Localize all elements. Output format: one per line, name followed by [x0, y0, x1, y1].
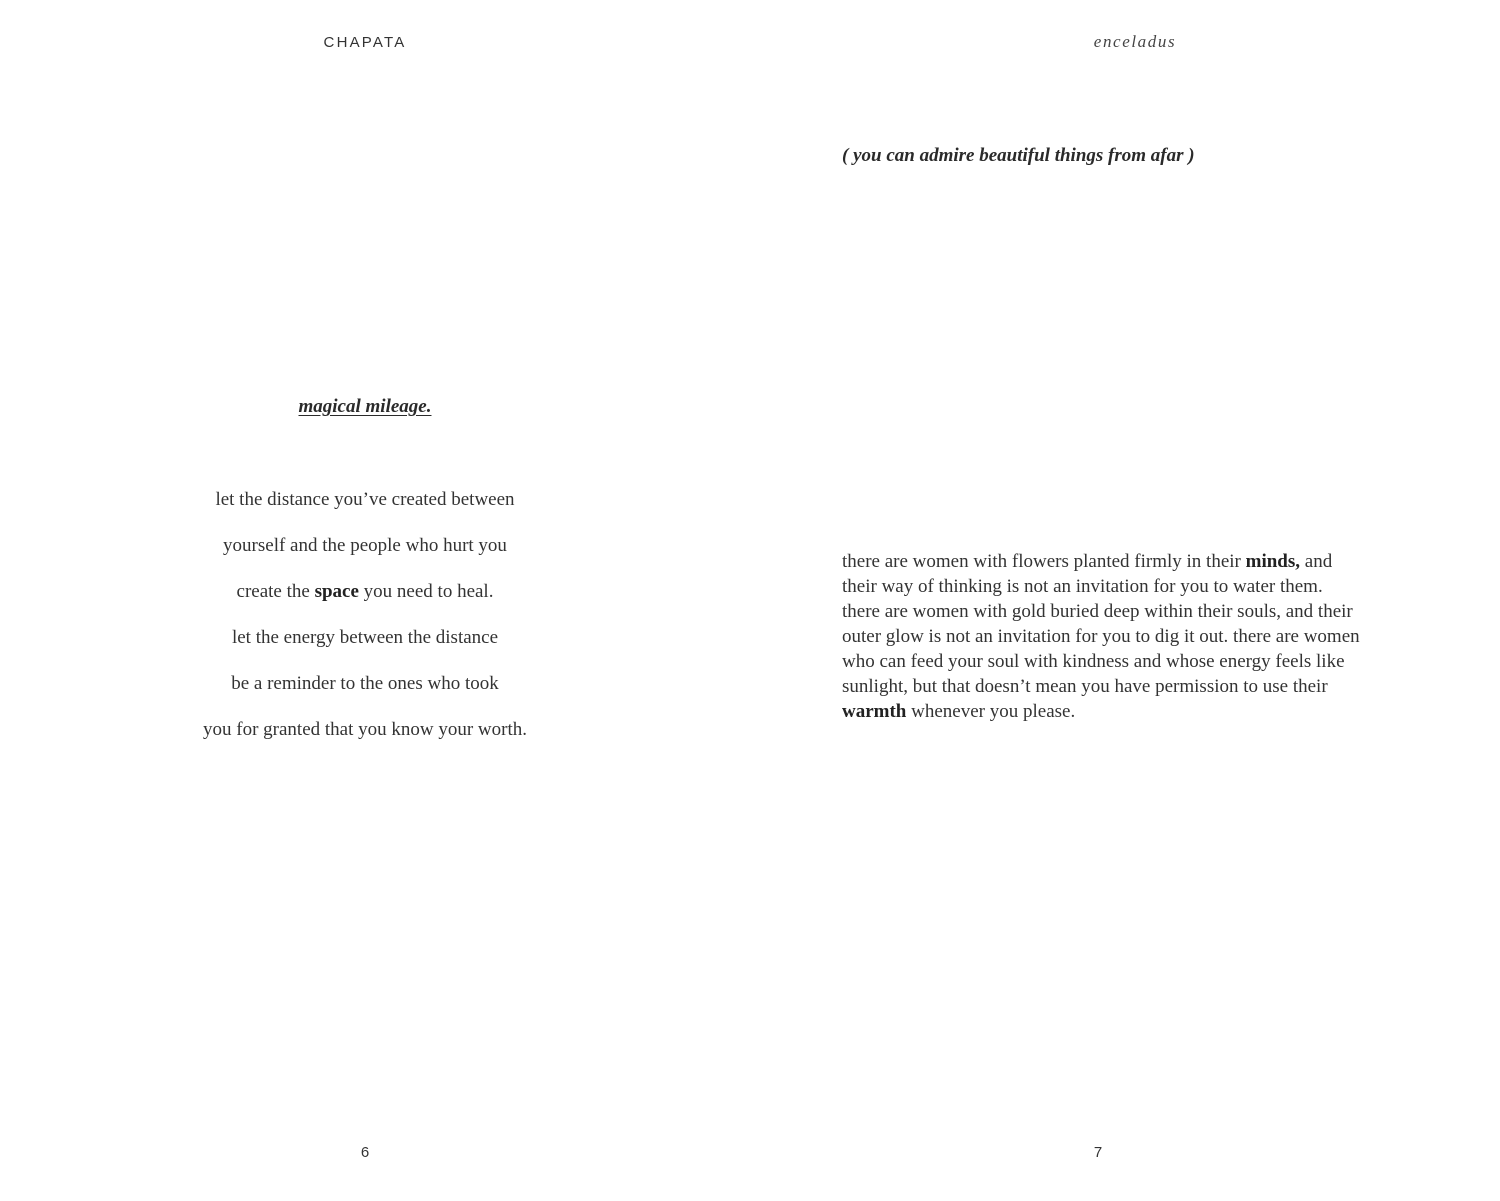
poem-title: magical mileage. [298, 396, 432, 417]
prose-text: whenever you please. [906, 701, 1076, 722]
poem-line [0, 578, 730, 624]
prose-body [842, 549, 1442, 724]
poem-line: you for granted that you know your worth. [203, 719, 527, 740]
prose-line: who can feed your soul with kindness and whose energy feels like [842, 651, 1345, 672]
poem-line: yourself and the people who hurt you [223, 535, 507, 556]
left-page [0, 0, 730, 1201]
prose-line [842, 699, 1442, 724]
prose-line [842, 549, 1442, 574]
prose-text: there are women with flowers planted firmly in their [842, 551, 1246, 572]
prose-emphasis-word: minds, [1245, 551, 1301, 572]
poem-emphasis-word: space [314, 581, 359, 602]
running-head-author: CHAPATA [323, 34, 407, 51]
prose-line: sunlight, but that doesn’t mean you have permission to use their [842, 676, 1328, 697]
prose-line: their way of thinking is not an invitation for you to water them. [842, 576, 1323, 597]
prose-text: and [1300, 551, 1333, 572]
page-number-left: 6 [360, 1144, 370, 1161]
poem-line-text: create the [236, 581, 315, 602]
prose-title: ( you can admire beautiful things from afar ) [842, 145, 1195, 166]
poem-body [0, 486, 730, 762]
page-number-right: 7 [1093, 1144, 1103, 1161]
running-head-book-title: enceladus [1093, 32, 1177, 51]
right-page [770, 0, 1500, 1201]
prose-emphasis-word: warmth [842, 701, 907, 722]
poem-line: let the distance you’ve created between [215, 489, 515, 510]
poem-line: let the energy between the distance [231, 627, 499, 648]
prose-line: outer glow is not an invitation for you to dig it out. there are women [842, 626, 1360, 647]
poem-line: be a reminder to the ones who took [231, 673, 499, 694]
prose-line: there are women with gold buried deep within their souls, and their [842, 601, 1353, 622]
poem-line-text: you need to heal. [358, 581, 494, 602]
